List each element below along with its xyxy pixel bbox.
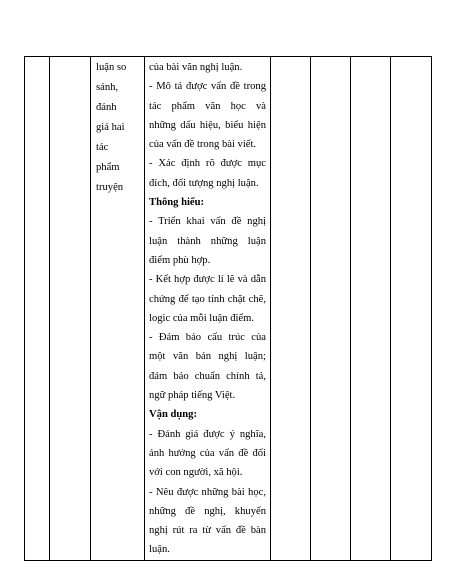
level-heading: Vận dụng: <box>149 409 197 421</box>
requirement-paragraph <box>149 328 266 405</box>
requirement-line: những dấu hiệu, biểu hiện <box>149 119 266 131</box>
cell-col-2 <box>50 57 91 561</box>
requirement-paragraph <box>149 58 266 77</box>
cell-col-8 <box>391 57 432 561</box>
requirement-line: của vấn đề trong bài viết. <box>149 139 257 151</box>
content-unit-line: sánh, <box>96 82 119 93</box>
requirement-paragraph <box>149 425 266 483</box>
requirement-line: chứng để tạo tính chặt chẽ, <box>149 293 266 305</box>
content-unit-line: luận so <box>96 62 127 73</box>
requirement-paragraph <box>149 270 266 328</box>
cell-content-unit <box>91 57 145 561</box>
cell-col-7 <box>351 57 391 561</box>
requirement-line: - Kết hợp được lí lẽ và dẫn <box>149 274 266 286</box>
cell-requirements <box>145 57 271 561</box>
requirement-line: - Đảm bảo cấu trúc của <box>149 332 266 344</box>
requirement-line: ngữ pháp tiếng Việt. <box>149 390 236 402</box>
requirement-paragraph <box>149 483 266 560</box>
cell-col-1 <box>25 57 50 561</box>
requirement-line: - Nêu được những bài học, <box>149 486 266 498</box>
requirement-line: - Triển khai vấn đề nghị <box>149 216 266 228</box>
content-unit-line: truyện <box>96 182 124 193</box>
requirement-line: những đề nghị, khuyến <box>149 505 266 517</box>
requirement-line: nghị rút ra từ vấn đề bàn <box>149 525 266 537</box>
requirement-line: của bài văn nghị luận. <box>149 62 243 73</box>
requirement-line: - Mô tả được vấn đề trong <box>149 81 266 93</box>
requirement-line: đích, đối tượng nghị luận. <box>149 177 259 189</box>
assessment-matrix-table <box>24 56 432 561</box>
level-heading: Thông hiểu: <box>149 197 205 209</box>
content-unit-line: tác <box>96 142 109 153</box>
requirement-paragraph <box>149 154 266 193</box>
content-unit-line: giá hai <box>96 122 125 133</box>
requirement-line: - Xác định rõ được mục <box>149 158 266 170</box>
requirement-line: - Đánh giá được ý nghĩa, <box>149 428 266 440</box>
requirement-line: luận thành những luận <box>149 235 266 247</box>
cell-col-6 <box>311 57 351 561</box>
content-unit-line: đánh <box>96 102 117 113</box>
requirement-paragraph <box>149 77 266 154</box>
requirement-line: ảnh hưởng của vấn đề đối <box>149 447 266 459</box>
requirement-line: với con người, xã hội. <box>149 467 243 479</box>
requirement-line: điểm phù hợp. <box>149 254 211 266</box>
requirement-line: logic của mỗi luận điểm. <box>149 312 255 324</box>
content-unit-line: phẩm <box>96 162 120 173</box>
requirement-paragraph <box>149 212 266 270</box>
table-row <box>25 57 432 561</box>
cell-col-5 <box>271 57 311 561</box>
requirement-line: luận. <box>149 544 170 556</box>
requirement-line: tác phẩm văn học và <box>149 100 266 112</box>
requirement-line: một văn bản nghị luận; <box>149 351 266 363</box>
requirement-line: đảm bảo chuẩn chính tả, <box>149 370 266 382</box>
